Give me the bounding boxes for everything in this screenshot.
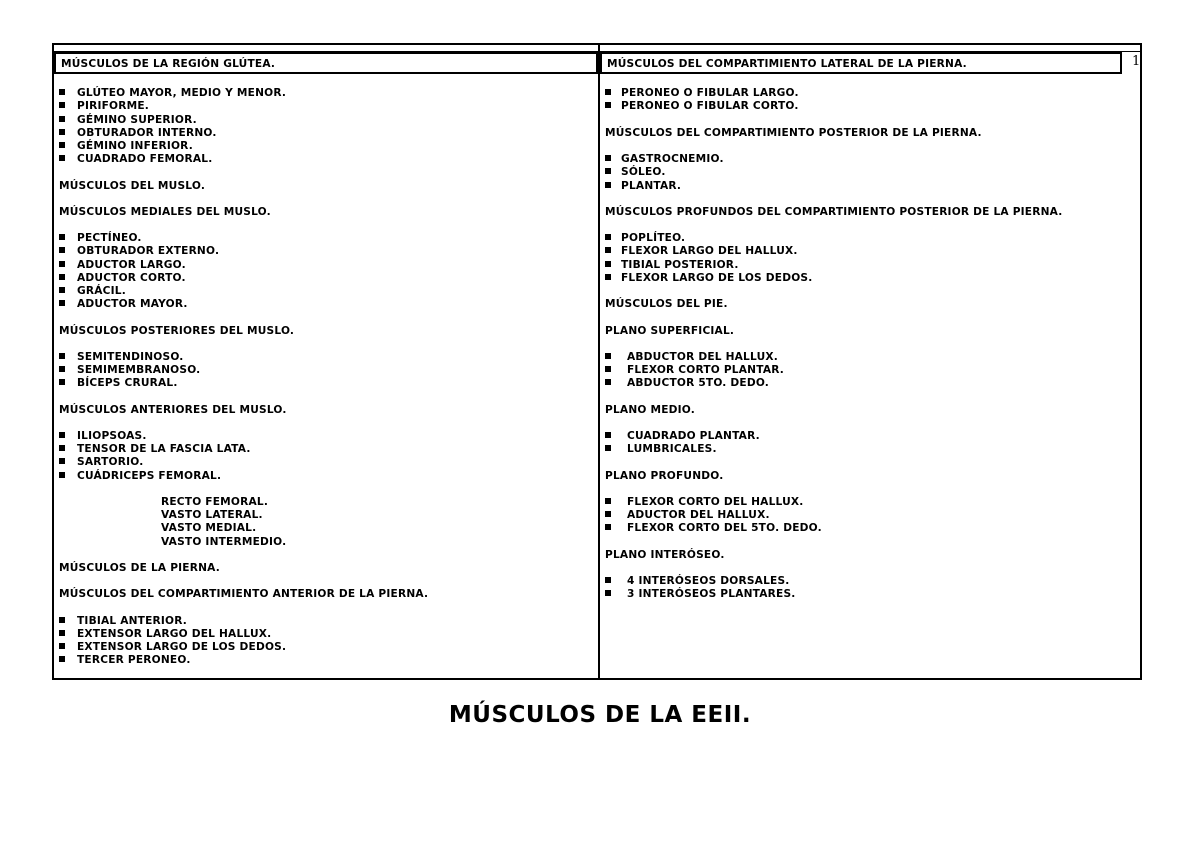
- leg-heading: MÚSCULOS DE LA PIERNA.: [59, 561, 220, 574]
- list-item-label: CUADRADO FEMORAL.: [77, 153, 213, 166]
- square-bullet-icon: [59, 116, 65, 122]
- list-item-label: PLANTAR.: [621, 179, 682, 192]
- list-item: [59, 232, 598, 245]
- list-item-label: TENSOR DE LA FASCIA LATA.: [77, 443, 251, 456]
- document-title: MÚSCULOS DE LA EEII.: [448, 702, 752, 728]
- list-item: [605, 509, 1142, 522]
- deep-plane-heading: PLANO PROFUNDO.: [605, 469, 724, 482]
- leg-anterior-heading: MÚSCULOS DEL COMPARTIMIENTO ANTERIOR DE LA PIERNA.: [59, 588, 429, 601]
- left-content: [54, 74, 598, 667]
- list-item: [605, 180, 1142, 193]
- list-item: [59, 285, 598, 298]
- leg-anterior-list: [59, 615, 598, 668]
- square-bullet-icon: [59, 142, 65, 148]
- square-bullet-icon: [605, 353, 611, 359]
- list-item: [605, 245, 1142, 258]
- list-item: [59, 100, 598, 113]
- deep-posterior-list: [605, 232, 1142, 285]
- list-item: [605, 496, 1142, 509]
- right-column: [600, 52, 1142, 602]
- list-item: [59, 114, 598, 127]
- list-item-label: FLEXOR LARGO DEL HALLUX.: [621, 245, 798, 258]
- list-item-label: FLEXOR CORTO PLANTAR.: [627, 364, 785, 377]
- anterior-thigh-heading: MÚSCULOS ANTERIORES DEL MUSLO.: [59, 403, 287, 416]
- list-item-label: GASTROCNEMIO.: [621, 153, 724, 166]
- list-item: [59, 272, 598, 285]
- list-item: [59, 377, 598, 390]
- square-bullet-icon: [59, 643, 65, 649]
- list-item-label: ADUCTOR MAYOR.: [77, 298, 188, 311]
- list-item: [605, 351, 1142, 364]
- list-item-label: PIRIFORME.: [77, 100, 150, 113]
- list-item-label: ADUCTOR DEL HALLUX.: [627, 509, 770, 522]
- square-bullet-icon: [605, 590, 611, 596]
- list-item: [59, 245, 598, 258]
- list-item-label: PECTÍNEO.: [77, 232, 142, 245]
- list-item: [605, 232, 1142, 245]
- list-item-label: SARTORIO.: [77, 456, 144, 469]
- square-bullet-icon: [59, 458, 65, 464]
- list-item-label: GÉMINO SUPERIOR.: [77, 113, 197, 126]
- gluteal-list: [59, 87, 598, 166]
- square-bullet-icon: [59, 353, 65, 359]
- list-item-label: GRÁCIL.: [77, 285, 126, 297]
- page-number: 1: [1132, 54, 1141, 69]
- list-item: [605, 100, 1142, 113]
- square-bullet-icon: [605, 366, 611, 372]
- list-item: [59, 443, 598, 456]
- square-bullet-icon: [605, 182, 611, 188]
- left-column: [54, 52, 598, 667]
- square-bullet-icon: [605, 379, 611, 385]
- square-bullet-icon: [605, 498, 611, 504]
- list-item-label: OBTURADOR INTERNO.: [77, 126, 217, 139]
- list-item-label: PERONEO O FIBULAR CORTO.: [621, 100, 799, 113]
- posterior-leg-list: [605, 153, 1142, 193]
- list-item-label: TERCER PERONEO.: [77, 654, 191, 667]
- square-bullet-icon: [59, 89, 65, 95]
- square-bullet-icon: [605, 445, 611, 451]
- list-item: [59, 153, 598, 166]
- list-item-label: CUÁDRICEPS FEMORAL.: [77, 469, 222, 482]
- list-item: [605, 272, 1142, 285]
- square-bullet-icon: [59, 234, 65, 240]
- list-item-label: FLEXOR LARGO DE LOS DEDOS.: [621, 271, 813, 284]
- square-bullet-icon: [59, 366, 65, 372]
- square-bullet-icon: [605, 234, 611, 240]
- thigh-heading: MÚSCULOS DEL MUSLO.: [59, 179, 206, 192]
- list-item: [605, 259, 1142, 272]
- muscles-table: [52, 43, 1142, 680]
- posterior-thigh-heading: MÚSCULOS POSTERIORES DEL MUSLO.: [59, 324, 295, 337]
- posterior-leg-heading: MÚSCULOS DEL COMPARTIMIENTO POSTERIOR DE LA PIERNA.: [605, 126, 982, 139]
- sub-list-item: VASTO MEDIAL.: [161, 522, 257, 535]
- square-bullet-icon: [605, 89, 611, 95]
- list-item-label: FLEXOR CORTO DEL 5TO. DEDO.: [627, 522, 822, 535]
- list-item-label: LUMBRICALES.: [627, 443, 717, 456]
- list-item-label: 4 INTERÓSEOS DORSALES.: [627, 575, 790, 588]
- right-content: [600, 74, 1142, 602]
- list-item: [59, 470, 598, 483]
- list-item-label: 3 INTERÓSEOS PLANTARES.: [627, 588, 796, 601]
- square-bullet-icon: [59, 274, 65, 280]
- square-bullet-icon: [59, 247, 65, 253]
- square-bullet-icon: [59, 630, 65, 636]
- deep-plane-list: [605, 496, 1142, 536]
- square-bullet-icon: [59, 432, 65, 438]
- square-bullet-icon: [605, 155, 611, 161]
- square-bullet-icon: [59, 155, 65, 161]
- square-bullet-icon: [605, 432, 611, 438]
- list-item: [605, 588, 1142, 601]
- foot-heading: MÚSCULOS DEL PIE.: [605, 298, 728, 311]
- list-item-label: SEMITENDINOSO.: [77, 350, 184, 363]
- list-item-label: SÓLEO.: [621, 166, 666, 179]
- square-bullet-icon: [59, 656, 65, 662]
- square-bullet-icon: [605, 511, 611, 517]
- square-bullet-icon: [605, 524, 611, 530]
- lateral-leg-header: MÚSCULOS DEL COMPARTIMIENTO LATERAL DE LA PIERNA.: [600, 52, 1122, 74]
- list-item-label: BÍCEPS CRURAL.: [77, 377, 178, 390]
- square-bullet-icon: [605, 247, 611, 253]
- list-item-label: GLÚTEO MAYOR, MEDIO Y MENOR.: [77, 87, 287, 100]
- list-item: [59, 87, 598, 100]
- gluteal-region-header: MÚSCULOS DE LA REGIÓN GLÚTEA.: [54, 52, 598, 74]
- list-item: [59, 364, 598, 377]
- list-item: [59, 628, 598, 641]
- medial-thigh-list: [59, 232, 598, 311]
- square-bullet-icon: [59, 261, 65, 267]
- sub-list-item: VASTO LATERAL.: [161, 509, 263, 522]
- list-item-label: ADUCTOR LARGO.: [77, 258, 186, 271]
- square-bullet-icon: [59, 300, 65, 306]
- list-item-label: PERONEO O FIBULAR LARGO.: [621, 87, 799, 100]
- deep-posterior-heading: MÚSCULOS PROFUNDOS DEL COMPARTIMIENTO POSTERIOR DE LA PIERNA.: [605, 205, 1063, 218]
- list-item: [605, 153, 1142, 166]
- posterior-thigh-list: [59, 351, 598, 391]
- square-bullet-icon: [59, 445, 65, 451]
- list-item: [605, 377, 1142, 390]
- anterior-thigh-list: [59, 430, 598, 483]
- list-item: [59, 654, 598, 667]
- list-item: [605, 430, 1142, 443]
- list-item: [605, 522, 1142, 535]
- list-item-label: EXTENSOR LARGO DE LOS DEDOS.: [77, 641, 287, 654]
- list-item: [605, 364, 1142, 377]
- list-item: [605, 575, 1142, 588]
- square-bullet-icon: [59, 129, 65, 135]
- list-item-label: ADUCTOR CORTO.: [77, 271, 186, 284]
- superficial-plane-list: [605, 351, 1142, 391]
- list-item-label: TIBIAL POSTERIOR.: [621, 258, 739, 271]
- square-bullet-icon: [605, 102, 611, 108]
- list-item: [59, 456, 598, 469]
- list-item: [59, 430, 598, 443]
- list-item-label: SEMIMEMBRANOSO.: [77, 364, 201, 377]
- list-item: [59, 351, 598, 364]
- list-item-label: ABDUCTOR DEL HALLUX.: [627, 350, 778, 363]
- list-item: [59, 127, 598, 140]
- list-item: [605, 87, 1142, 100]
- square-bullet-icon: [605, 577, 611, 583]
- quadriceps-parts-list: [59, 496, 598, 549]
- sub-list-item: RECTO FEMORAL.: [161, 496, 269, 508]
- square-bullet-icon: [59, 379, 65, 385]
- medial-thigh-heading: MÚSCULOS MEDIALES DEL MUSLO.: [59, 205, 271, 218]
- list-item: [59, 259, 598, 272]
- middle-plane-list: [605, 430, 1142, 456]
- square-bullet-icon: [59, 102, 65, 108]
- list-item-label: FLEXOR CORTO DEL HALLUX.: [627, 496, 804, 508]
- lateral-leg-list: [605, 87, 1142, 113]
- square-bullet-icon: [605, 274, 611, 280]
- list-item: [59, 298, 598, 311]
- list-item-label: CUADRADO PLANTAR.: [627, 430, 760, 443]
- list-item-label: ABDUCTOR 5TO. DEDO.: [627, 377, 770, 390]
- list-item: [59, 615, 598, 628]
- sub-list-item: VASTO INTERMEDIO.: [161, 535, 287, 548]
- list-item-label: POPLÍTEO.: [621, 232, 686, 245]
- square-bullet-icon: [605, 168, 611, 174]
- square-bullet-icon: [59, 472, 65, 478]
- list-item: [59, 140, 598, 153]
- list-item: [59, 641, 598, 654]
- interosseous-plane-list: [605, 575, 1142, 601]
- middle-plane-heading: PLANO MEDIO.: [605, 403, 695, 416]
- list-item-label: EXTENSOR LARGO DEL HALLUX.: [77, 627, 272, 640]
- square-bullet-icon: [59, 617, 65, 623]
- list-item: [605, 166, 1142, 179]
- square-bullet-icon: [605, 261, 611, 267]
- list-item-label: GÉMINO INFERIOR.: [77, 139, 193, 152]
- square-bullet-icon: [59, 287, 65, 293]
- list-item-label: TIBIAL ANTERIOR.: [77, 614, 188, 627]
- superficial-plane-heading: PLANO SUPERFICIAL.: [605, 324, 735, 337]
- list-item-label: OBTURADOR EXTERNO.: [77, 245, 220, 258]
- list-item: [605, 443, 1142, 456]
- list-item-label: ILIOPSOAS.: [77, 430, 147, 443]
- interosseous-plane-heading: PLANO INTERÓSEO.: [605, 548, 725, 561]
